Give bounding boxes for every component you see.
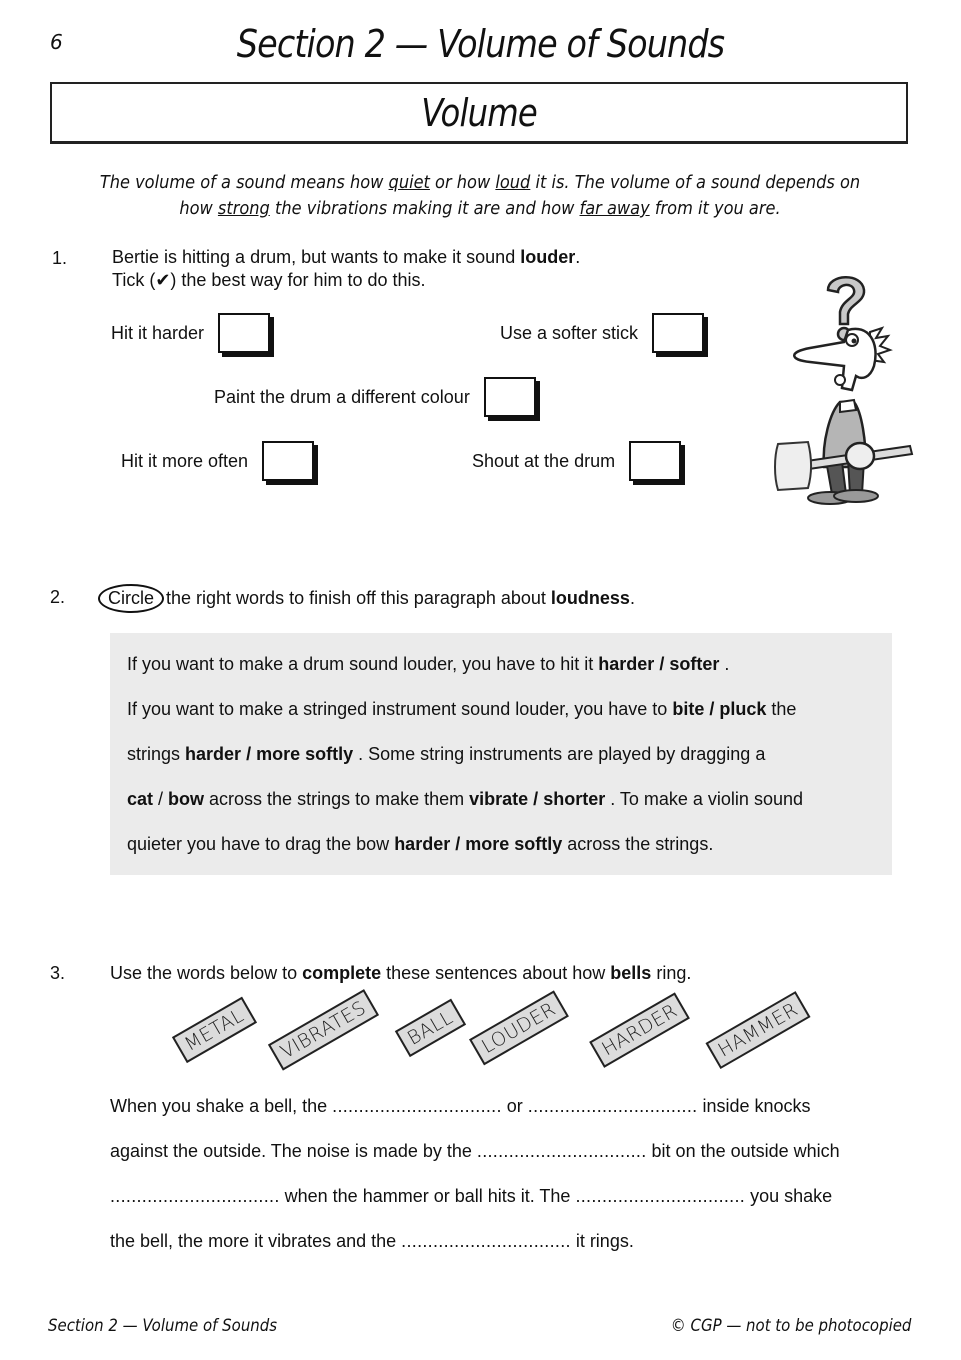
- fill-text: against the outside. The noise is made by the: [110, 1141, 477, 1161]
- fill-text: bit on the outside which: [646, 1141, 840, 1161]
- blank-5[interactable]: ................................: [575, 1186, 746, 1206]
- choice-more-softly[interactable]: more softly: [256, 744, 354, 764]
- para-text: the: [766, 699, 797, 719]
- q2-text: .: [629, 588, 635, 608]
- choice-pluck[interactable]: pluck: [719, 699, 767, 719]
- option-label: Shout at the drum: [472, 450, 616, 471]
- topic-title: Volume: [421, 90, 537, 135]
- paragraph-line-1: [127, 654, 729, 675]
- intro-text-part: it is. The volume of a sound depends on: [530, 172, 861, 193]
- choice-vibrate[interactable]: vibrate: [469, 789, 529, 809]
- word-tag-hammer[interactable]: HAMMER: [705, 991, 810, 1069]
- q1-option-shout: [472, 441, 681, 481]
- blank-3[interactable]: ................................: [476, 1141, 647, 1161]
- para-text: across the strings.: [562, 834, 714, 854]
- word-tag-ball[interactable]: BALL: [395, 999, 466, 1057]
- q1-text: Bertie is hitting a drum, but wants to make it sound: [112, 247, 521, 267]
- choice-bite[interactable]: bite: [672, 699, 705, 719]
- fill-line-1: [110, 1096, 811, 1117]
- choice-separator: /: [528, 789, 544, 809]
- para-text: strings: [127, 744, 186, 764]
- choice-separator: /: [241, 744, 257, 764]
- choice-separator: /: [704, 699, 720, 719]
- choice-cat[interactable]: cat: [127, 789, 154, 809]
- q1-option-paint-drum: [214, 377, 536, 417]
- q1-number: 1.: [52, 248, 68, 268]
- fill-line-3: [110, 1186, 832, 1207]
- tick-box-hit-harder[interactable]: [218, 313, 270, 353]
- q2-number: 2.: [50, 587, 66, 607]
- option-label: Paint the drum a different colour: [214, 386, 470, 407]
- paragraph-line-4: [127, 789, 803, 810]
- choice-more-softly[interactable]: more softly: [465, 834, 563, 854]
- q3-number: 3.: [50, 963, 66, 983]
- para-text: .: [719, 654, 730, 674]
- fill-text: the bell, the more it vibrates and the: [110, 1231, 402, 1251]
- footer-copyright: © CGP — not to be photocopied: [670, 1316, 911, 1336]
- q3-bold-bells: bells: [610, 963, 652, 983]
- tick-box-paint-drum[interactable]: [484, 377, 536, 417]
- underlined-word-quiet: quiet: [388, 172, 430, 193]
- word-tag-metal[interactable]: METAL: [172, 997, 257, 1063]
- underlined-word-loud: loud: [495, 172, 531, 193]
- q1-option-hit-more-often: [121, 441, 314, 481]
- topic-title-box: [50, 82, 908, 144]
- blank-1[interactable]: ................................: [332, 1096, 502, 1116]
- q2-bold-loudness: loudness: [550, 588, 630, 608]
- fill-text: it rings.: [570, 1231, 634, 1251]
- paragraph-line-5: [127, 834, 713, 855]
- fill-line-4: [110, 1231, 634, 1252]
- fill-text: When you shake a bell, the: [110, 1096, 333, 1116]
- choice-separator: /: [450, 834, 466, 854]
- intro-text-part: or how: [429, 172, 496, 193]
- choice-separator: /: [153, 789, 169, 809]
- choice-softer[interactable]: softer: [669, 654, 720, 674]
- choice-bow[interactable]: bow: [168, 789, 205, 809]
- word-tag-harder[interactable]: HARDER: [589, 992, 690, 1068]
- option-label: Use a softer stick: [500, 322, 639, 343]
- tick-box-shout[interactable]: [629, 441, 681, 481]
- q3-text: Use the words below to: [110, 963, 303, 983]
- intro-text-part: how: [179, 198, 218, 219]
- paragraph-line-2: [127, 699, 796, 720]
- choice-shorter[interactable]: shorter: [543, 789, 606, 809]
- choice-harder[interactable]: harder: [394, 834, 451, 854]
- q1-option-hit-harder: [111, 313, 270, 353]
- choice-separator: /: [654, 654, 670, 674]
- q1-option-softer-stick: [500, 313, 704, 353]
- intro-text-part: the vibrations making it are and how: [269, 198, 580, 219]
- footer-section: Section 2 — Volume of Sounds: [48, 1316, 278, 1336]
- intro-text-part: from it you are.: [649, 198, 781, 219]
- fill-text: inside knocks: [697, 1096, 811, 1116]
- word-tag-vibrates[interactable]: VIBRATES: [268, 989, 379, 1070]
- fill-text: or: [501, 1096, 528, 1116]
- page-number: 6: [50, 30, 63, 54]
- fill-text: you shake: [745, 1186, 833, 1206]
- q1-instruction: [112, 246, 580, 292]
- intro-text-part: The volume of a sound means how: [99, 172, 389, 193]
- q3-text: ring.: [651, 963, 692, 983]
- q3-instruction: [110, 962, 691, 985]
- q2-instruction: [98, 584, 635, 613]
- word-bank: [170, 995, 830, 1070]
- fill-line-2: [110, 1141, 840, 1162]
- underlined-word-far-away: far away: [579, 198, 650, 219]
- blank-4[interactable]: ................................: [110, 1186, 280, 1206]
- para-text: quieter you have to drag the bow: [127, 834, 395, 854]
- cartoon-man-question-icon: [770, 262, 920, 507]
- paragraph-line-3: [127, 744, 765, 765]
- para-text: If you want to make a stringed instrument sound louder, you have to: [127, 699, 673, 719]
- underlined-word-strong: strong: [217, 198, 270, 219]
- para-text: . Some string instruments are played by dragging a: [353, 744, 766, 764]
- blank-6[interactable]: ................................: [401, 1231, 571, 1251]
- option-label: Hit it more often: [121, 450, 249, 471]
- para-text: across the strings to make them: [204, 789, 470, 809]
- choice-harder[interactable]: harder: [185, 744, 242, 764]
- q3-text: these sentences about how: [381, 963, 611, 983]
- intro-line-1: [84, 170, 876, 196]
- para-text: . To make a violin sound: [605, 789, 803, 809]
- tick-box-softer-stick[interactable]: [652, 313, 704, 353]
- choice-harder[interactable]: harder: [598, 654, 655, 674]
- q1-line-1: [112, 246, 580, 269]
- tick-box-hit-more-often[interactable]: [262, 441, 314, 481]
- q1-line-2: Tick (✔) the best way for him to do this.: [112, 270, 426, 290]
- q2-text: the right words to finish off this paragraph about: [166, 588, 551, 608]
- option-label: Hit it harder: [111, 322, 205, 343]
- q1-bold-louder: louder: [520, 247, 576, 267]
- q1-text: .: [575, 247, 581, 267]
- q3-bold-complete: complete: [302, 963, 382, 983]
- fill-text: when the hammer or ball hits it. The: [279, 1186, 576, 1206]
- blank-2[interactable]: ................................: [527, 1096, 698, 1116]
- para-text: If you want to make a drum sound louder, you have to hit it: [127, 654, 599, 674]
- section-title: Section 2 — Volume of Sounds: [236, 22, 725, 66]
- circle-word: Circle: [98, 584, 164, 613]
- word-tag-louder[interactable]: LOUDER: [469, 991, 569, 1066]
- intro-line-2: [84, 196, 876, 222]
- intro-text: [40, 170, 920, 222]
